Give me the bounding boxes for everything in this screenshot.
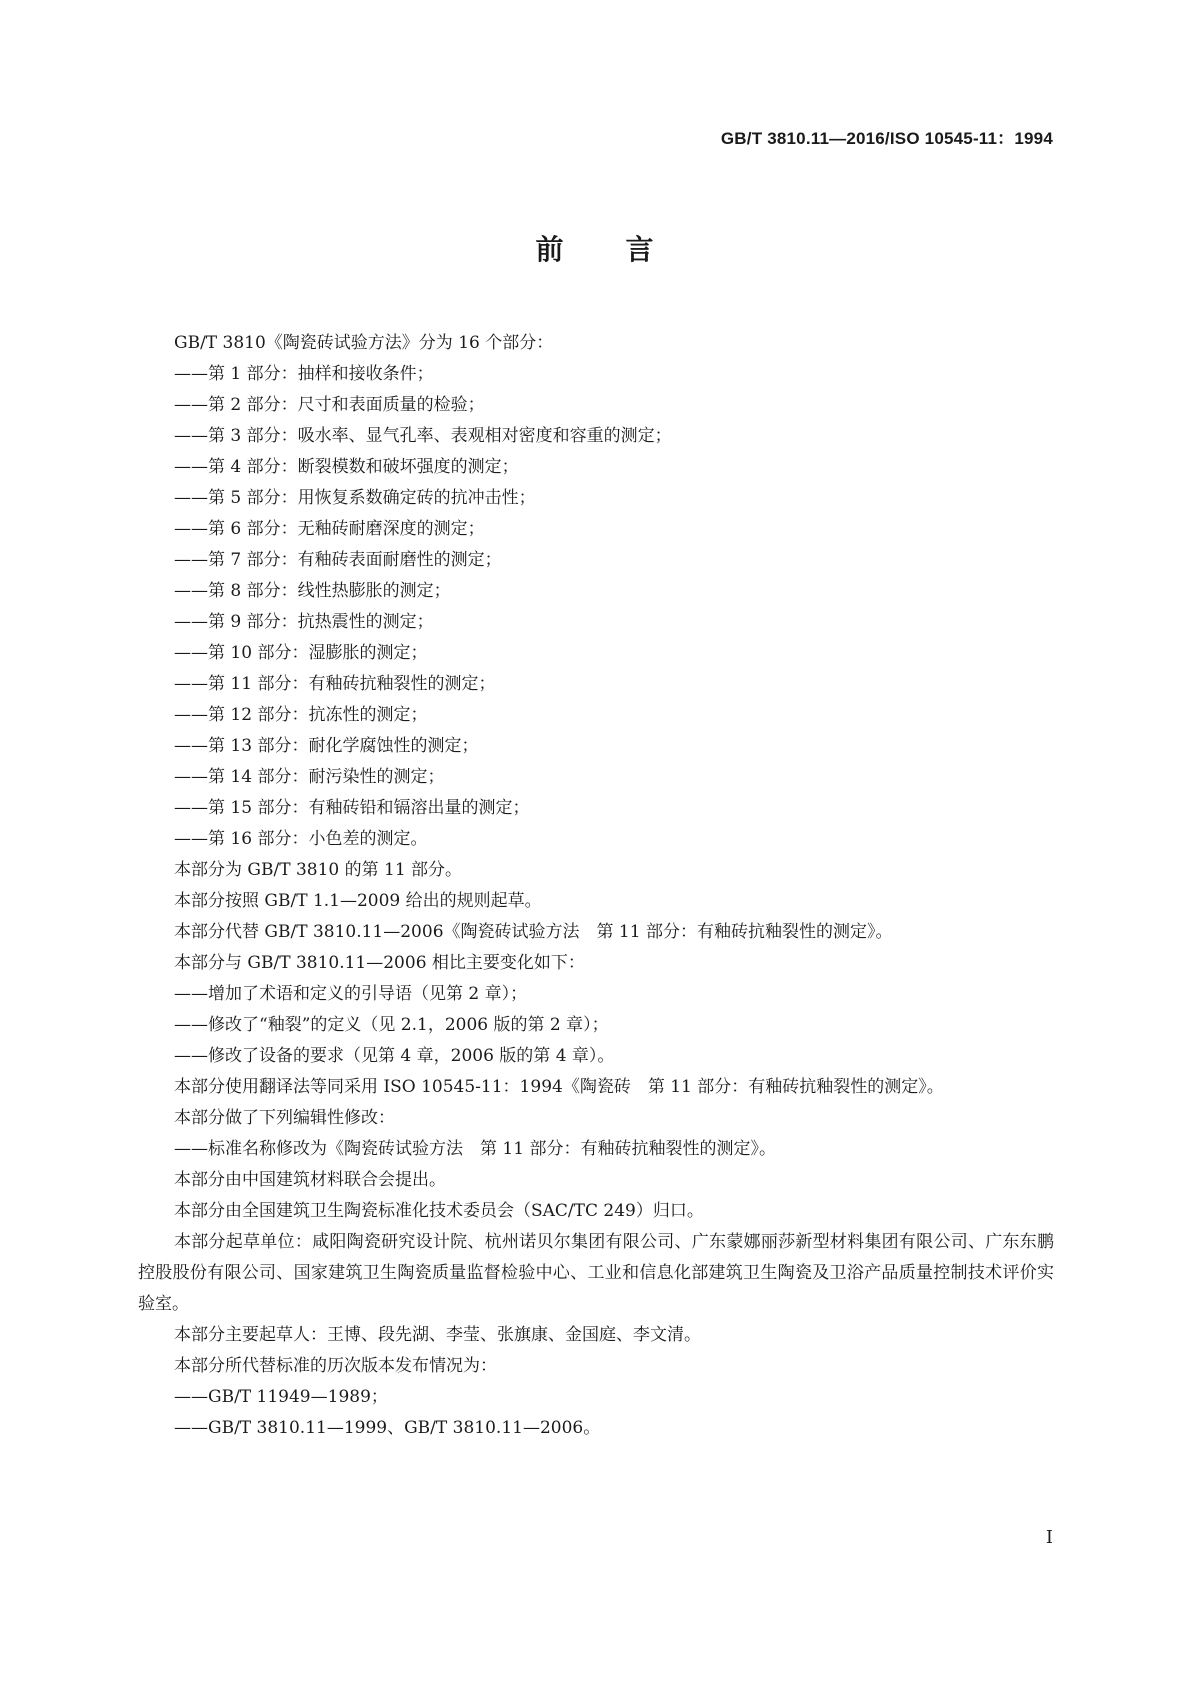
part-item: ——第 12 部分：抗冻性的测定； xyxy=(174,705,428,725)
foreword-body xyxy=(138,328,1054,1444)
part-item: ——第 7 部分：有釉砖表面耐磨性的测定； xyxy=(174,550,502,570)
part-item: ——第 14 部分：耐污染性的测定； xyxy=(174,767,445,787)
part-item: ——第 11 部分：有釉砖抗釉裂性的测定； xyxy=(174,674,496,694)
standard-code-header: GB/T 3810.11—2016/ISO 10545-11：1994 xyxy=(720,129,1053,148)
drafting-rules-paragraph: 本部分按照 GB/T 1.1—2009 给出的规则起草。 xyxy=(174,891,542,911)
part-of-paragraph: 本部分为 GB/T 3810 的第 11 部分。 xyxy=(174,860,463,880)
part-item: ——第 8 部分：线性热膨胀的测定； xyxy=(174,581,451,601)
history-intro-paragraph: 本部分所代替标准的历次版本发布情况为： xyxy=(174,1356,497,1376)
part-item: ——第 13 部分：耐化学腐蚀性的测定； xyxy=(174,736,479,756)
changes-intro-paragraph: 本部分与 GB/T 3810.11—2006 相比主要变化如下： xyxy=(174,953,585,973)
part-item: ——第 16 部分：小色差的测定。 xyxy=(174,829,428,849)
history-item: ——GB/T 3810.11—1999、GB/T 3810.11—2006。 xyxy=(174,1418,601,1438)
proposed-by-paragraph: 本部分由中国建筑材料联合会提出。 xyxy=(174,1170,446,1190)
drafters-paragraph: 本部分主要起草人：王博、段先湖、李莹、张旗康、金国庭、李文清。 xyxy=(174,1325,701,1345)
part-item: ——第 3 部分：吸水率、显气孔率、表观相对密度和容重的测定； xyxy=(174,426,672,446)
part-item: ——第 4 部分：断裂模数和破坏强度的测定； xyxy=(174,457,519,477)
change-item: ——修改了设备的要求（见第 4 章，2006 版的第 4 章）。 xyxy=(174,1046,615,1066)
part-item: ——第 6 部分：无釉砖耐磨深度的测定； xyxy=(174,519,485,539)
administered-by-paragraph: 本部分由全国建筑卫生陶瓷标准化技术委员会（SAC/TC 249）归口。 xyxy=(174,1201,704,1221)
page-title: 前 言 xyxy=(535,233,656,266)
editorial-item: ——标准名称修改为《陶瓷砖试验方法 第 11 部分：有釉砖抗釉裂性的测定》。 xyxy=(174,1139,776,1159)
part-item: ——第 2 部分：尺寸和表面质量的检验； xyxy=(174,395,485,415)
intro-paragraph: GB/T 3810《陶瓷砖试验方法》分为 16 个部分： xyxy=(174,333,554,353)
equivalence-paragraph: 本部分使用翻译法等同采用 ISO 10545-11：1994《陶瓷砖 第 11 部分：有釉砖抗釉裂性的测定》。 xyxy=(174,1077,944,1097)
replaces-paragraph: 本部分代替 GB/T 3810.11—2006《陶瓷砖试验方法 第 11 部分：有釉砖抗釉裂性的测定》。 xyxy=(174,922,893,942)
change-item: ——增加了术语和定义的引导语（见第 2 章）； xyxy=(174,984,528,1004)
part-item: ——第 1 部分：抽样和接收条件； xyxy=(174,364,434,384)
part-item: ——第 15 部分：有釉砖铅和镉溶出量的测定； xyxy=(174,798,530,818)
history-item: ——GB/T 11949—1989； xyxy=(174,1387,388,1407)
part-item: ——第 9 部分：抗热震性的测定； xyxy=(174,612,434,632)
change-item: ——修改了“釉裂”的定义（见 2.1，2006 版的第 2 章）； xyxy=(174,1015,609,1035)
part-item: ——第 5 部分：用恢复系数确定砖的抗冲击性； xyxy=(174,488,536,508)
drafting-units-paragraph: 本部分起草单位：咸阳陶瓷研究设计院、杭州诺贝尔集团有限公司、广东蒙娜丽莎新型材料集团有限公司、广东东鹏控股股份有限公司、国家建筑卫生陶瓷质量监督检验中心、工业和信息化部建筑卫生陶瓷及卫浴产品质量控制技术评价实验室。 xyxy=(138,1232,1054,1314)
page-number: I xyxy=(1045,1527,1053,1548)
part-item: ——第 10 部分：湿膨胀的测定； xyxy=(174,643,428,663)
editorial-intro-paragraph: 本部分做了下列编辑性修改： xyxy=(174,1108,395,1128)
